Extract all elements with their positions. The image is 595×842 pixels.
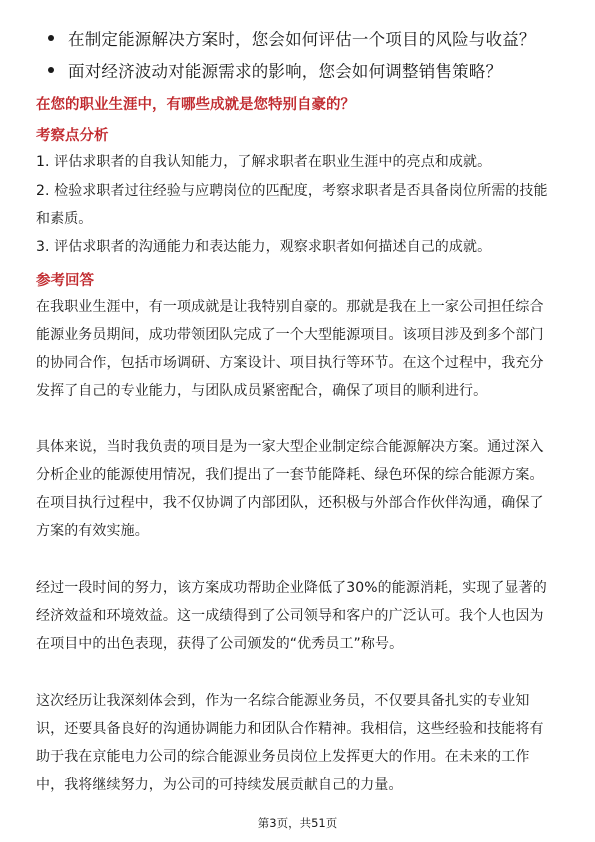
analysis-title: 考察点分析	[36, 128, 109, 144]
answer-line: 这次经历让我深刻体会到，作为一名综合能源业务员，不仅要具备扎实的专业知	[36, 693, 530, 709]
bullet-dot-icon	[48, 67, 54, 73]
answer-line: 方案的有效实施。	[36, 523, 149, 539]
answer-line: 在我职业生涯中，有一项成就是让我特别自豪的。那就是我在上一家公司担任综合	[36, 299, 544, 315]
answer-line: 在项目执行过程中，我不仅协调了内部团队，还积极与外部合作伙伴沟通，确保了	[36, 495, 544, 511]
bullet-item	[36, 54, 566, 86]
analysis-line: 2. 检验求职者过往经验与应聘岗位的匹配度，考察求职者是否具备岗位所需的技能	[36, 183, 548, 199]
answer-title: 参考回答	[36, 273, 94, 289]
question-heading: 在您的职业生涯中，有哪些成就是您特别自豪的？	[36, 97, 355, 113]
answer-line: 分析企业的能源使用情况，我们提出了一套节能降耗、绿色环保的综合能源方案。	[36, 467, 544, 483]
analysis-line: 3. 评估求职者的沟通能力和表达能力，观察求职者如何描述自己的成就。	[36, 239, 492, 255]
analysis-line: 1. 评估求职者的自我认知能力，了解求职者在职业生涯中的亮点和成就。	[36, 154, 492, 170]
bullet-item	[36, 22, 566, 54]
answer-line: 助于我在京能电力公司的综合能源业务员岗位上发挥更大的作用。在未来的工作	[36, 749, 530, 765]
bullet-text: 在制定能源解决方案时，您会如何评估一个项目的风险与收益？	[68, 30, 536, 49]
answer-line: 经济效益和环境效益。这一成绩得到了公司领导和客户的广泛认可。我个人也因为	[36, 608, 544, 624]
answer-line: 经过一段时间的努力，该方案成功帮助企业降低了30%的能源消耗，实现了显著的	[36, 580, 547, 596]
bullet-dot-icon	[48, 35, 54, 41]
analysis-line: 和素质。	[36, 211, 93, 227]
answer-line: 具体来说，当时我负责的项目是为一家大型企业制定综合能源解决方案。通过深入	[36, 439, 544, 455]
page-footer: 第3页，共51页	[257, 816, 338, 830]
answer-line: 发挥了自己的专业能力，与团队成员紧密配合，确保了项目的顺利进行。	[36, 383, 488, 399]
answer-line: 中，我将继续努力，为公司的可持续发展贡献自己的力量。	[36, 777, 403, 793]
answer-line: 识，还要具备良好的沟通协调能力和团队合作精神。我相信，这些经验和技能将有	[36, 721, 544, 737]
answer-line: 的协同合作，包括市场调研、方案设计、项目执行等环节。在这个过程中，我充分	[36, 355, 544, 371]
bullet-list	[36, 22, 566, 86]
bullet-text: 面对经济波动对能源需求的影响，您会如何调整销售策略？	[68, 62, 503, 81]
answer-line: 能源业务员期间，成功带领团队完成了一个大型能源项目。该项目涉及到多个部门	[36, 327, 544, 343]
answer-line: 在项目中的出色表现，获得了公司颁发的“优秀员工”称号。	[36, 636, 404, 652]
